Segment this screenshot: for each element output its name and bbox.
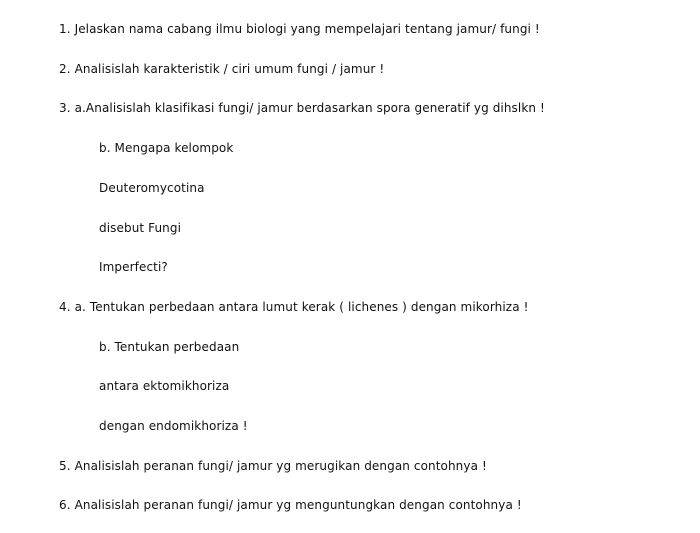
question-4b-line-3: dengan endomikhoriza ! <box>99 419 248 433</box>
question-2: 2. Analisislah karakteristik / ciri umum fungi / jamur ! <box>59 62 385 76</box>
question-4b-line-2: antara ektomikhoriza <box>99 379 230 393</box>
question-6: 6. Analisislah peranan fungi/ jamur yg menguntungkan dengan contohnya ! <box>59 498 522 512</box>
question-3b-line-1: b. Mengapa kelompok <box>99 141 234 155</box>
question-3a: 3. a.Analisislah klasifikasi fungi/ jamur berdasarkan spora generatif yg dihslkn ! <box>59 101 545 115</box>
question-1: 1. Jelaskan nama cabang ilmu biologi yang mempelajari tentang jamur/ fungi ! <box>59 22 540 36</box>
question-4a: 4. a. Tentukan perbedaan antara lumut kerak ( lichenes ) dengan mikorhiza ! <box>59 300 529 314</box>
question-4b-line-1: b. Tentukan perbedaan <box>99 340 240 354</box>
question-5: 5. Analisislah peranan fungi/ jamur yg merugikan dengan contohnya ! <box>59 459 487 473</box>
question-3b-line-3: disebut Fungi <box>99 221 182 235</box>
question-3b-line-4: Imperfecti? <box>99 260 168 274</box>
question-3b-line-2: Deuteromycotina <box>99 181 205 195</box>
